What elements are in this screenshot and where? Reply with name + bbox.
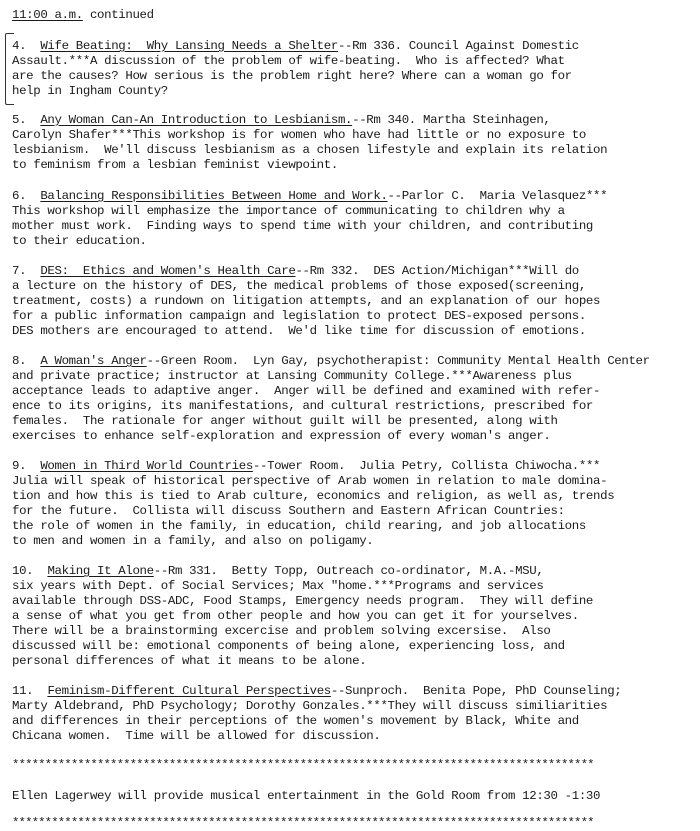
header-line (12, 8, 154, 23)
workshop-details: --Rm 332. DES Action/Michigan***Will do (295, 264, 579, 278)
workshop-number: 7. (12, 264, 41, 278)
workshop-text-line: females. The rationale for anger without guilt will be presented, along with (12, 414, 558, 428)
workshop-text-line: mother must work. Finding ways to spend time with your children, and contributing (12, 219, 594, 233)
workshop-heading (12, 189, 607, 204)
workshop-heading (12, 684, 621, 699)
header-time: 11:00 a.m. (12, 8, 83, 22)
workshop-text-line: and differences in their perceptions of the women's movement by Black, White and (12, 714, 579, 728)
workshop-text-line: a sense of what you get from other people and how you can get it for yourselves. (12, 609, 579, 623)
workshop-text-line: to feminism from a lesbian feminist viewpoint. (12, 158, 338, 172)
workshop-text-line: help in Ingham County? (12, 84, 168, 98)
workshop-title: Wife Beating: Why Lansing Needs a Shelter (40, 39, 338, 53)
workshop-title: DES: Ethics and Women's Health Care (40, 264, 296, 278)
workshop-text-line: Julia will speak of historical perspective of Arab women in relation to male domina- (12, 474, 608, 488)
workshop-text-line: ence to its origins, its manifestations, and cultural restrictions, prescribed for (12, 399, 594, 413)
workshop-text-line: acceptance leads to adaptive anger. Anger will be defined and examined with refer- (12, 384, 601, 398)
workshop-text-line: There will be a brainstorming excercise and problem solving excersise. Also (12, 624, 551, 638)
workshop-text-line: Chicana women. Time will be allowed for discussion. (12, 729, 381, 743)
workshop-text-line: tion and how this is tied to Arab culture, economics and religion, as well as, trends (12, 489, 615, 503)
workshop-text-line: discussed will be: emotional components of being alone, experiencing loss, and (12, 639, 565, 653)
workshop-details: --Rm 331. Betty Topp, Outreach co-ordinator, M.A.-MSU, (153, 564, 544, 578)
workshop-text-line: are the causes? How serious is the problem right here? Where can a woman go for (12, 69, 572, 83)
workshop-text-line: Assault.***A discussion of the problem of wife-beating. Who is affected? What (12, 54, 565, 68)
workshop-text-line: lesbianism. We'll discuss lesbianism as a chosen lifestyle and explain its relation (12, 143, 608, 157)
workshop-heading (12, 264, 579, 279)
workshop-number: 11. (12, 684, 48, 698)
workshop-text-line: six years with Dept. of Social Services; Max "home.***Programs and services (12, 579, 544, 593)
workshop-details: --Green Room. Lyn Gay, psychotherapist: Community Mental Health Center (146, 354, 650, 368)
workshop-heading (12, 459, 600, 474)
workshop-text-line: for the future. Collista will discuss Southern and Eastern African Countries: (12, 504, 565, 518)
workshop-text-line: personal differences of what it means to be alone. (12, 654, 367, 668)
workshop-text-line: available through DSS-ADC, Food Stamps, Emergency needs program. They will define (12, 594, 594, 608)
workshop-details: --Parlor C. Maria Velasquez*** (387, 189, 608, 203)
workshop-text-line: DES mothers are encouraged to attend. We'd like time for discussion of emotions. (12, 324, 586, 338)
workshop-text-line: a lecture on the history of DES, the medical problems of those exposed(screening, (12, 279, 586, 293)
workshop-text-line: This workshop will emphasize the importance of communicating to children why a (12, 204, 565, 218)
workshop-text-line: the role of women in the family, in education, child rearing, and job allocations (12, 519, 586, 533)
workshop-text-line: for a public information campaign and legislation to protect DES-exposed persons. (12, 309, 586, 323)
footer-note: Ellen Lagerwey will provide musical entertainment in the Gold Room from 12:30 -1:30 (12, 789, 601, 803)
workshop-text-line: and private practice; instructor at Lansing Community College.***Awareness plus (12, 369, 572, 383)
workshop-title: Feminism-Different Cultural Perspectives (47, 684, 331, 698)
workshop-title: A Woman's Anger (40, 354, 147, 368)
workshop-text-line: Carolyn Shafer***This workshop is for women who have had little or no exposure to (12, 128, 586, 142)
workshop-text-line: to their education. (12, 234, 147, 248)
workshop-title: Making It Alone (47, 564, 154, 578)
workshop-title: Women in Third World Countries (40, 459, 253, 473)
separator-top: ***************************************************************************************** (12, 758, 594, 772)
workshop-heading (12, 113, 551, 128)
workshop-title: Balancing Responsibilities Between Home and Work. (40, 189, 388, 203)
workshop-title: Any Woman Can-An Introduction to Lesbianism. (40, 113, 353, 127)
workshop-number: 9. (12, 459, 41, 473)
workshop-details: --Sunproch. Benita Pope, PhD Counseling; (330, 684, 622, 698)
workshop-number: 6. (12, 189, 41, 203)
workshop-number: 4. (12, 39, 41, 53)
workshop-heading (12, 354, 650, 369)
workshop-text-line: exercises to enhance self-exploration and expression of every woman's anger. (12, 429, 551, 443)
workshop-number: 8. (12, 354, 41, 368)
workshop-details: --Rm 336. Council Against Domestic (337, 39, 579, 53)
workshop-text-line: treatment, costs) a rundown on litigation attempts, and an explanation of our hopes (12, 294, 601, 308)
workshop-text-line: to men and women in a family, and also on poligamy. (12, 534, 374, 548)
workshop-number: 5. (12, 113, 41, 127)
separator-bottom: ***************************************************************************************** (12, 816, 594, 830)
workshop-text-line: Marty Aldebrand, PhD Psychology; Dorothy Gonzales.***They will discuss similiarities (12, 699, 608, 713)
workshop-number: 10. (12, 564, 48, 578)
workshop-heading (12, 564, 543, 579)
workshop-details: --Tower Room. Julia Petry, Collista Chiwocha.*** (252, 459, 601, 473)
header-continued: continued (82, 8, 154, 22)
workshop-details: --Rm 340. Martha Steinhagen, (352, 113, 551, 127)
workshop-heading (12, 39, 579, 54)
